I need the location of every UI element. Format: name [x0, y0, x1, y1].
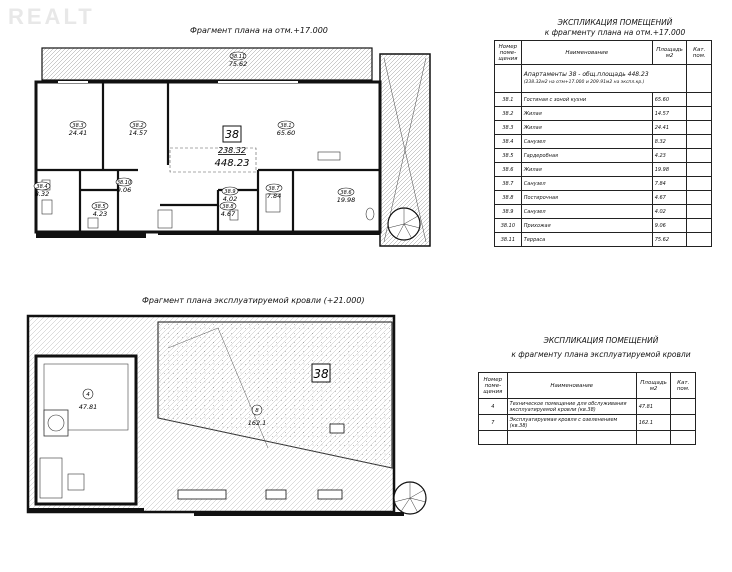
table1-cell-category: [687, 191, 712, 205]
plan2-room-id-0: 4: [86, 392, 90, 398]
table2-cell-num: 7: [479, 415, 508, 431]
plan1-room-id: 38.5: [94, 204, 106, 210]
plan1-apt-area1: 238.32: [218, 146, 246, 155]
table1-header-name: Наименование: [521, 41, 652, 65]
plan1-room-id: 38.6: [340, 190, 352, 196]
table1-cell-area: 9.06: [652, 219, 687, 233]
table2-cell-area: 47.81: [636, 399, 671, 415]
table2-cell-category: [671, 399, 696, 415]
table1-cell-num: 38.1: [495, 93, 522, 107]
table1-cell-num: 38.11: [495, 233, 522, 247]
table1-cell-category: [687, 121, 712, 135]
plan1-room-id: 38.2: [132, 123, 144, 129]
table1-cell-area: 8.32: [652, 135, 687, 149]
plan1-room-id: 38.7: [268, 186, 280, 192]
table1-cell-area: 75.62: [652, 233, 687, 247]
table2-row: [479, 399, 696, 415]
terrace-top: [42, 48, 372, 80]
plan1-room-area: 19.98: [336, 196, 356, 204]
table1-cell-category: [687, 107, 712, 121]
table1-row: [495, 163, 712, 177]
table2-explication: [478, 372, 696, 445]
table1-cell-area: 4.02: [652, 205, 687, 219]
plan1-title: Фрагмент плана на отм.+17.000: [190, 26, 328, 35]
table1-cell-category: [687, 135, 712, 149]
table1-row: [495, 135, 712, 149]
plan1-room-id: 38.4: [36, 184, 48, 190]
table1-row: [495, 177, 712, 191]
table1-cell-name: Гостиная с зоной кухни: [521, 93, 652, 107]
table1-cell-name: Санузел: [521, 135, 652, 149]
table1-cell-area: 4.67: [652, 191, 687, 205]
table1-title-line2: к фрагменту плана на отм.+17.000: [544, 28, 686, 37]
table2-header-category: Кат. пом.: [671, 373, 696, 399]
plan2-room-area-1: 162.1: [247, 419, 267, 427]
table1-cell-num: 38.7: [495, 177, 522, 191]
table1-cell-num: 38.4: [495, 135, 522, 149]
table2-title-line1: ЭКСПЛИКАЦИЯ ПОМЕЩЕНИЙ: [543, 336, 659, 345]
table1-cell-area: 65.60: [652, 93, 687, 107]
table1-cell-category: [687, 219, 712, 233]
floor-plan-roof: [18, 308, 450, 558]
table1-row: [495, 233, 712, 247]
table1-cell-num: 38.8: [495, 191, 522, 205]
plan2-room-id-1: 8: [255, 408, 259, 414]
plan1-apt-number: 38: [225, 128, 239, 141]
table1-explication: [494, 40, 712, 247]
table1-cell-num: 38.3: [495, 121, 522, 135]
table1-row: [495, 121, 712, 135]
table2-cell-area: 162.1: [636, 415, 671, 431]
table1-cell-num: 38.2: [495, 107, 522, 121]
plan1-room-id: 38.1: [280, 123, 292, 129]
table1-cell-num: 38.5: [495, 149, 522, 163]
plan1-room-area: 4.67: [220, 210, 236, 218]
table1-summary-line1: Апартаменты 38 - общ.площадь 448.23: [523, 70, 649, 78]
table1-summary-line2: (238.32м2 на отм+17.000 и 209.91м2 на экспл.кр.): [523, 79, 645, 85]
table1-cell-name: Прихожая: [521, 219, 652, 233]
table1-row: [495, 149, 712, 163]
table1-cell-name: Санузел: [521, 205, 652, 219]
table1-row: [495, 205, 712, 219]
table2-cell-name: Техническое помещение для обслуживания эксплуатируемой кровли (кв.38): [507, 399, 636, 415]
plan2-title: Фрагмент плана эксплуатируемой кровли (+21.000): [142, 296, 365, 305]
table2-cell-num: 4: [479, 399, 508, 415]
plan1-room-area: 24.41: [68, 129, 88, 137]
table1-cell-name: Терраса: [521, 233, 652, 247]
table1-cell-area: 19.98: [652, 163, 687, 177]
plan1-room-id: 38.9: [224, 189, 236, 195]
table1-cell-area: 7.84: [652, 177, 687, 191]
table1-cell-category: [687, 93, 712, 107]
table1-cell-name: Санузел: [521, 177, 652, 191]
watermark-logo: REALT: [8, 4, 95, 29]
table1-header-area: Площадь м2: [652, 41, 687, 65]
table1-cell-area: 24.41: [652, 121, 687, 135]
table1-cell-category: [687, 205, 712, 219]
plan1-room-area: 65.60: [276, 129, 296, 137]
table1-cell-area: 14.57: [652, 107, 687, 121]
table1-cell-name: Постирочная: [521, 191, 652, 205]
table1-cell-num: 38.9: [495, 205, 522, 219]
table2-cell-category: [671, 415, 696, 431]
plan1-room-id: 38.10: [116, 180, 132, 186]
table1-cell-name: Жилая: [521, 107, 652, 121]
table1-cell-category: [687, 149, 712, 163]
plan1-room-area: 14.57: [128, 129, 148, 137]
plan1-room-area: 75.62: [228, 60, 248, 68]
plan1-room-area: 7.84: [266, 192, 282, 200]
plan1-room-area: 9.06: [116, 186, 132, 194]
table1-row: [495, 191, 712, 205]
plan1-room-id: 38.3: [72, 123, 84, 129]
table2-title: [488, 336, 714, 360]
table2-cell-name: Эксплуатируемая кровля с озеленением (кв.38): [507, 415, 636, 431]
floor-plan-17000: [18, 40, 450, 258]
plan2-apt-number: 38: [313, 367, 329, 381]
table1-row: [495, 107, 712, 121]
table1-cell-area: 4.23: [652, 149, 687, 163]
table1-cell-name: Жилая: [521, 163, 652, 177]
table2-header-number: Номер поме- щения: [479, 373, 508, 399]
plan2-room-area-0: 47.81: [78, 403, 98, 411]
table1-row: [495, 219, 712, 233]
table2-row: [479, 415, 696, 431]
table1-header-number: Номер поме- щения: [495, 41, 522, 65]
plan1-apt-area2: 448.23: [214, 158, 250, 169]
plan1-room-area: 4.23: [92, 210, 108, 218]
table1-title: [520, 18, 710, 38]
table1-header-category: Кат. пом.: [687, 41, 712, 65]
plan1-room-id: 38.8: [222, 204, 234, 210]
table1-cell-category: [687, 233, 712, 247]
plan1-room-id: 38.11: [230, 54, 246, 60]
table1-row: [495, 93, 712, 107]
table2-header-area: Площадь м2: [636, 373, 671, 399]
table1-title-line1: ЭКСПЛИКАЦИЯ ПОМЕЩЕНИЙ: [557, 18, 673, 27]
table1-cell-category: [687, 163, 712, 177]
table1-cell-category: [687, 177, 712, 191]
table1-cell-num: 38.10: [495, 219, 522, 233]
plan1-room-area: 4.02: [222, 195, 238, 203]
plan1-room-area: 8.32: [34, 190, 50, 198]
table1-cell-name: Жилая: [521, 121, 652, 135]
table1-cell-num: 38.6: [495, 163, 522, 177]
table1-cell-name: Гардеробная: [521, 149, 652, 163]
table2-title-line2: к фрагменту плана эксплуатируемой кровли: [511, 350, 691, 359]
table2-header-name: Наименование: [507, 373, 636, 399]
